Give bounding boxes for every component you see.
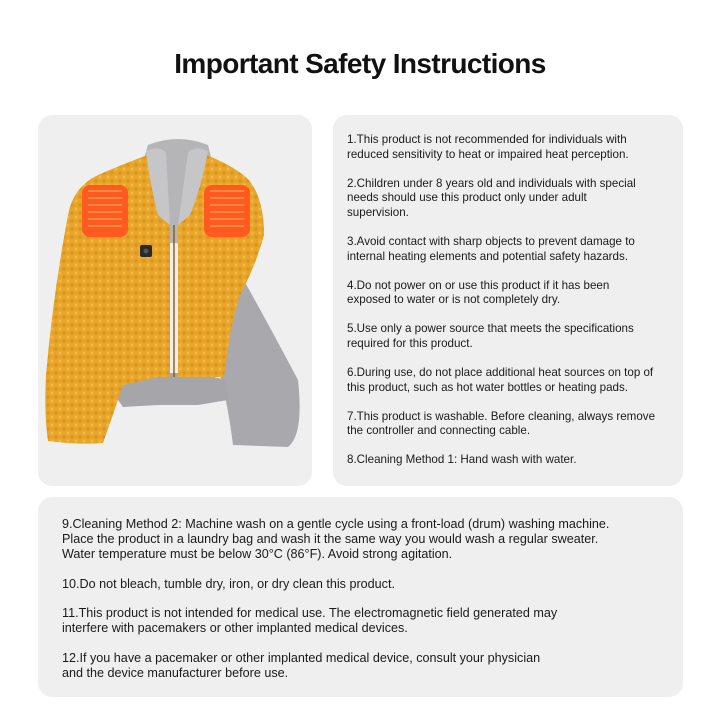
instruction-item-12: 12.If you have a pacemaker or other implanted medical device, consult your physician and the device manufacturer before use. (62, 650, 541, 680)
heated-blanket-wrap-image (38, 115, 312, 486)
instruction-item-6: 6.During use, do not place additional heat sources on top of this product, such as hot water bottles or heating pads. (347, 366, 654, 394)
instruction-item-2: 2.Children under 8 years old and individuals with special needs should use this product only under adult supervision. (347, 176, 636, 219)
instruction-item-9: 9.Cleaning Method 2: Machine wash on a gentle cycle using a front-load (drum) washing machine. Place the product in a laundry bag and wash it the same way you would wash a regular sweater. Water temperature must be below 30°C (86°F). Avoid strong agitation. (62, 517, 610, 561)
instruction-item-1: 1.This product is not recommended for individuals with reduced sensitivity to heat or impaired heat perception. (347, 133, 629, 161)
product-image-panel (38, 115, 312, 486)
instruction-item-7: 7.This product is washable. Before cleaning, always remove the controller and connecting cable. (347, 409, 656, 438)
instruction-item-10: 10.Do not bleach, tumble dry, iron, or dry clean this product. (62, 576, 395, 591)
safety-list-bottom-panel (38, 497, 683, 697)
instruction-item-3: 3.Avoid contact with sharp objects to prevent damage to internal heating elements and potential safety hazards. (347, 234, 635, 263)
safety-list-panel (333, 115, 683, 486)
page-title: Important Safety Instructions (174, 48, 546, 79)
instruction-item-4: 4.Do not power on or use this product if it has been exposed to water or is not completely dry. (347, 278, 610, 307)
instruction-item-5: 5.Use only a power source that meets the specifications required for this product. (347, 322, 634, 350)
instruction-item-8: 8.Cleaning Method 1: Hand wash with water. (347, 453, 577, 467)
instruction-item-11: 11.This product is not intended for medical use. The electromagnetic field generated may interfere with pacemakers or other implanted medical devices. (62, 606, 558, 635)
